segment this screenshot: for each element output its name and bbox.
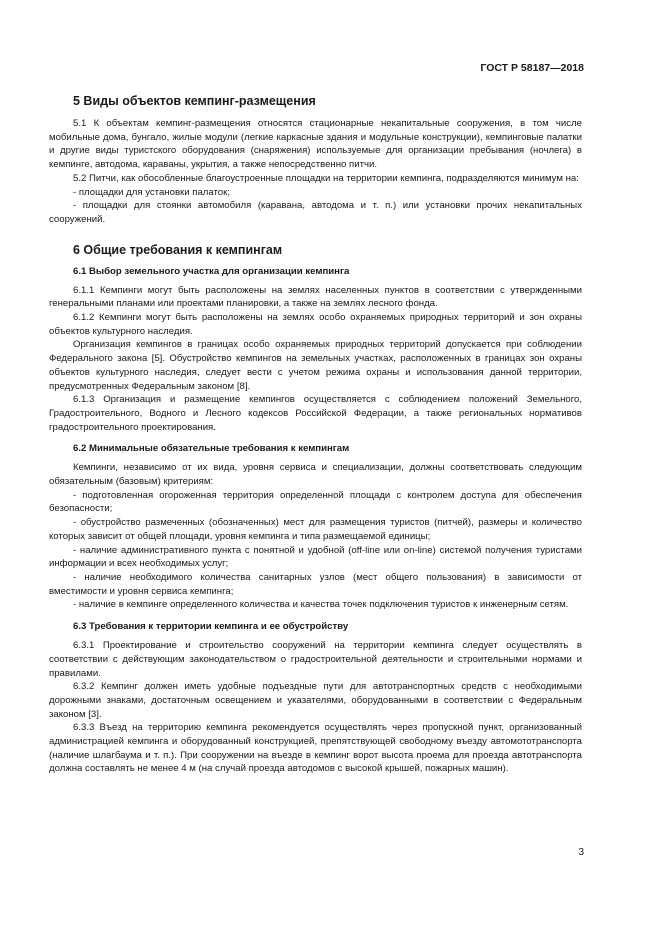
paragraph-6-1-1: 6.1.1 Кемпинги могут быть расположены на землях населенных пунктов в соответствии с утвержденными генеральными планами или проектами планировки, а также на землях лесного фонда.	[49, 284, 582, 310]
page-content	[49, 94, 582, 776]
list-item: - наличие необходимого количества санитарных узлов (мест общего пользования) в зависимости от вместимости и уровня сервиса кемпинга;	[49, 571, 582, 597]
list-item: - наличие в кемпинге определенного количества и качества точек подключения туристов к инженерным сетям.	[73, 599, 569, 611]
paragraph-6-2-intro: Кемпинги, независимо от их вида, уровня сервиса и специализации, должны соответствовать следующим обязательным (базовым) критериям:	[49, 462, 582, 488]
paragraph-5-1: 5.1 К объектам кемпинг-размещения относятся стационарные некапитальные сооружения, в том числе мобильные дома, бунгало, жилые модули (легкие каркасные здания и модульные конструкции), кемпинговые палатки и другие виды туристского оборудования (снаряжения) используемые для организации пребывания (ночлега) в кемпинге, автодома, караваны, укрытия, а также непосредственно питчи.	[49, 118, 582, 171]
paragraph-6-3-2: 6.3.2 Кемпинг должен иметь удобные подъездные пути для автотранспортных средств с необходимыми дорожными знаками, достаточным освещением и указателями, оборудованными в соответствии с Федеральным законом [3].	[49, 681, 582, 720]
paragraph-6-1-2: 6.1.2 Кемпинги могут быть расположены на землях особо охраняемых природных территорий и зон охраны объектов культурного наследия.	[49, 312, 582, 337]
document-code: ГОСТ Р 58187—2018	[480, 62, 584, 74]
paragraph-6-1-3: 6.1.3 Организация и размещение кемпингов осуществляется с соблюдением положений Земельного, Градостроительного, Водного и Лесного кодексов Российской Федерации, а также региональных нормативов градостроительного проектирования.	[49, 394, 582, 433]
subsection-6-3-title: 6.3 Требования к территории кемпинга и ее обустройству	[73, 621, 349, 633]
paragraph-6-3-1: 6.3.1 Проектирование и строительство сооружений на территории кемпинга следует осуществлять в соответствии с действующим законодательством о градостроительной деятельности и строительными нормами и правилами.	[49, 640, 582, 679]
subsection-6-2-title: 6.2 Минимальные обязательные требования к кемпингам	[73, 443, 350, 455]
list-item: - подготовленная огороженная территория определенной площади с контролем доступа для обеспечения безопасности;	[49, 489, 582, 515]
paragraph-6-3-3: 6.3.3 Въезд на территорию кемпинга рекомендуется осуществлять через пропускной пункт, организованный администрацией кемпинга и оборудованный конструкцией, препятствующей свободному въезду автомототранспорта (наличие шлагбаума и т. п.). При сооружении на въезде в кемпинг ворот высота проема для проезда автотранспорта должна составлять не менее 4 м (на случай проезда автодомов с высокой крышей, пожарных машин).	[49, 722, 582, 775]
list-item: - площадки для установки палаток;	[73, 186, 230, 198]
paragraph-6-1-2-cont: Организация кемпингов в границах особо охраняемых природных территорий допускается при соблюдении Федерального закона [5]. Обустройство кемпингов на земельных участках, расположенных в границах зон охраны объектов культурного наследия, следует вести с учетом режима охраны и использования данной территории, предусмотренных Федеральным законом [8].	[49, 339, 582, 392]
paragraph-5-2: 5.2 Питчи, как обособленные благоустроенные площадки на территории кемпинга, подразделяются минимум на:	[73, 172, 579, 184]
subsection-6-1-title: 6.1 Выбор земельного участка для организации кемпинга	[73, 265, 350, 277]
list-item: - наличие административного пункта с понятной и удобной (off-line или on-line) системой получения туристами информации и всех необходимых услуг;	[49, 544, 582, 570]
section-6-title: 6 Общие требования к кемпингам	[73, 242, 283, 257]
page-number: 3	[578, 847, 584, 858]
list-item: - обустройство размеченных (обозначенных) мест для размещения туристов (питчей), размеры и количество которых зависит от общей площади, уровня кемпинга и типа размещаемой единицы;	[49, 517, 582, 542]
list-item: - площадки для стоянки автомобиля (каравана, автодома и т. п.) или установки прочих некапитальных сооружений.	[49, 200, 582, 225]
section-5-title: 5 Виды объектов кемпинг-размещения	[73, 94, 316, 108]
